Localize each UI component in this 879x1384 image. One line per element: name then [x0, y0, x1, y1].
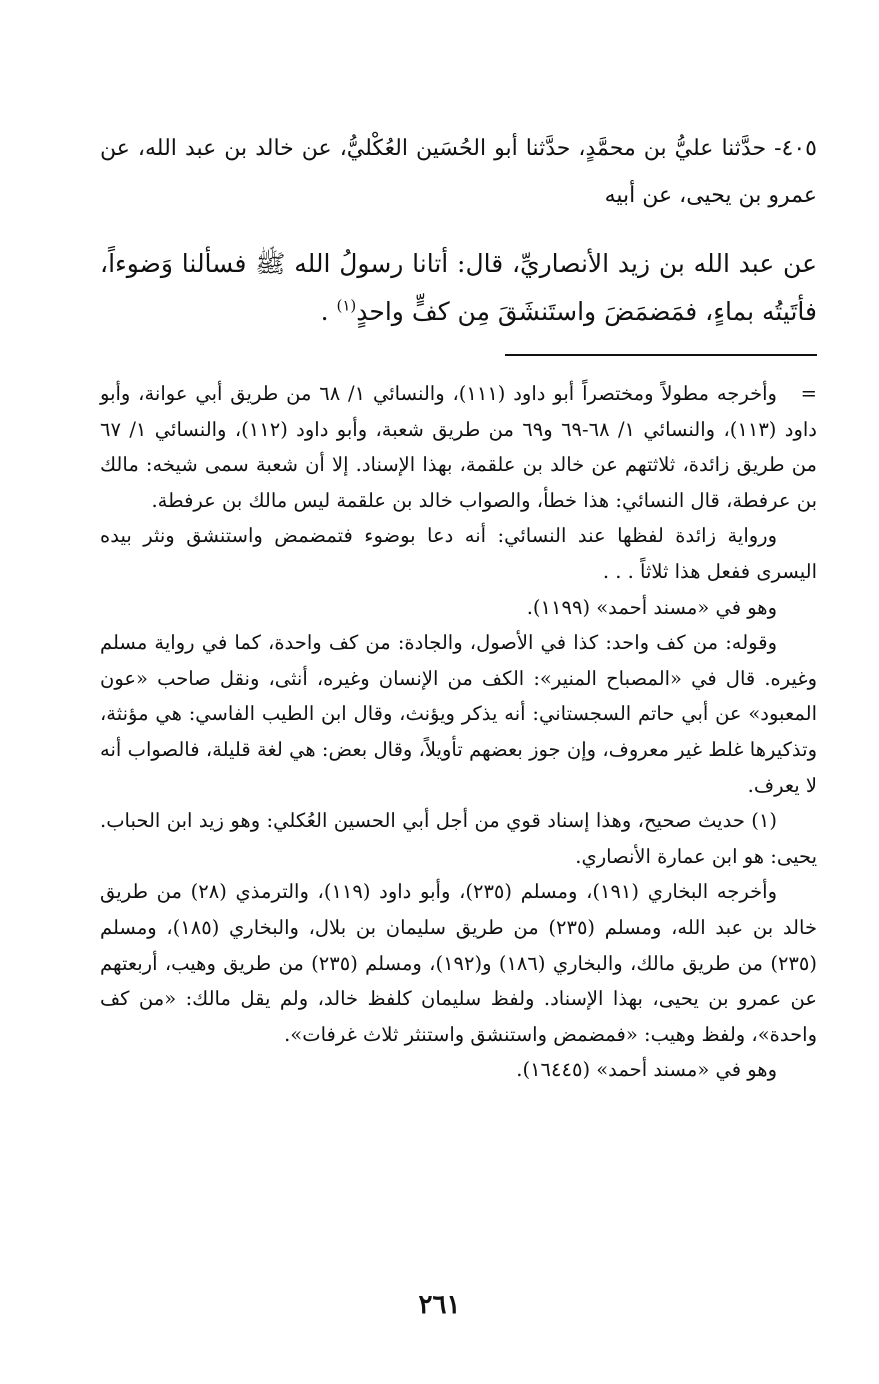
footnotes	[100, 376, 817, 1088]
footnote-separator	[505, 354, 817, 356]
footnote-paragraph: وأخرجه البخاري (١٩١)، ومسلم (٢٣٥)، وأبو داود (١١٩)، والترمذي (٢٨) من طريق خالد بن عبد الله، ومسلم (٢٣٥) من طريق سليمان بن بلال، والبخاري (١٨٥)، ومسلم (٢٣٥) من طريق مالك، والبخاري (١٨٦) و(١٩٢)، ومسلم (٢٣٥) من طريق وهيب، أربعتهم عن عمرو بن يحيى، بهذا الإسناد. ولفظ سليمان كلفظ خالد، ولم يقل مالك: «من كف واحدة»، ولفظ وهيب: «فمضمض واستنشق واستنثر ثلاث غرفات».	[100, 880, 817, 1046]
footnote-paragraph	[100, 376, 817, 518]
footnote-paragraph: (١) حديث صحيح، وهذا إسناد قوي من أجل أبي الحسين العُكلي: وهو زيد ابن الحباب. يحيى: هو ابن عمارة الأنصاري.	[100, 809, 817, 868]
hadith-matn-body: عن عبد الله بن زيد الأنصاريِّ، قال: أتانا رسولُ الله ﷺ فسألنا وَضوءاً، فأتَيتُه بماءٍ، فمَضمَضَ واستَنشَقَ مِن كفٍّ واحدٍ	[100, 249, 817, 326]
footnote-paragraph: وقوله: من كف واحد: كذا في الأصول، والجادة: من كف واحدة، كما في رواية مسلم وغيره. قال في «المصباح المنير»: الكف من الإنسان وغيره، أنثى، ونقل صاحب «عون المعبود» عن أبي حاتم السجستاني: أنه يذكر ويؤنث، وقال ابن الطيب الفاسي: هي مؤنثة، وتذكيرها غلط غير معروف، وإن جوز بعضهم تأويلاً، وقال بعض: هي لغة قليلة، فالصواب أنه لا يعرف.	[100, 631, 817, 797]
footnote-ref: (١)	[336, 296, 357, 315]
continuation-mark: =	[800, 382, 817, 405]
footnote-paragraph: وهو في «مسند أحمد» (١١٩٩).	[526, 595, 777, 619]
hadith-chain	[100, 125, 817, 219]
hadith-chain-text: ٤٠٥- حدَّثنا عليُّ بن محمَّدٍ، حدَّثنا أبو الحُسَين العُكْليُّ، عن خالد بن عبد الله، عن عمرو بن يحيى، عن أبيه	[100, 136, 817, 208]
hadith-matn	[100, 240, 817, 336]
footnote-paragraph: ورواية زائدة لفظها عند النسائي: أنه دعا بوضوء فتمضمض واستنشق ونثر بيده اليسرى ففعل هذا ثلاثاً . . .	[100, 524, 817, 583]
page-number: ٢٦١	[418, 1290, 461, 1320]
footnote-paragraph: وهو في «مسند أحمد» (١٦٤٤٥).	[516, 1058, 777, 1082]
hadith-matn-end: .	[320, 297, 337, 326]
footnote-text: وأخرجه مطولاً ومختصراً أبو داود (١١١)، والنسائي ١/ ٦٨ من طريق أبي عوانة، وأبو داود (١١٣)، والنسائي ١/ ٦٨-٦٩ و٦٩ من طريق شعبة، وأبو داود (١١٢)، والنسائي ١/ ٦٧ من طريق زائدة، ثلاثتهم عن خالد بن علقمة، بهذا الإسناد. إلا أن شعبة سمى شيخه: مالك بن عرفطة، قال النسائي: هذا خطأ، والصواب خالد بن علقمة ليس مالك بن عرفطة.	[100, 382, 817, 512]
hadith-text	[100, 240, 817, 336]
